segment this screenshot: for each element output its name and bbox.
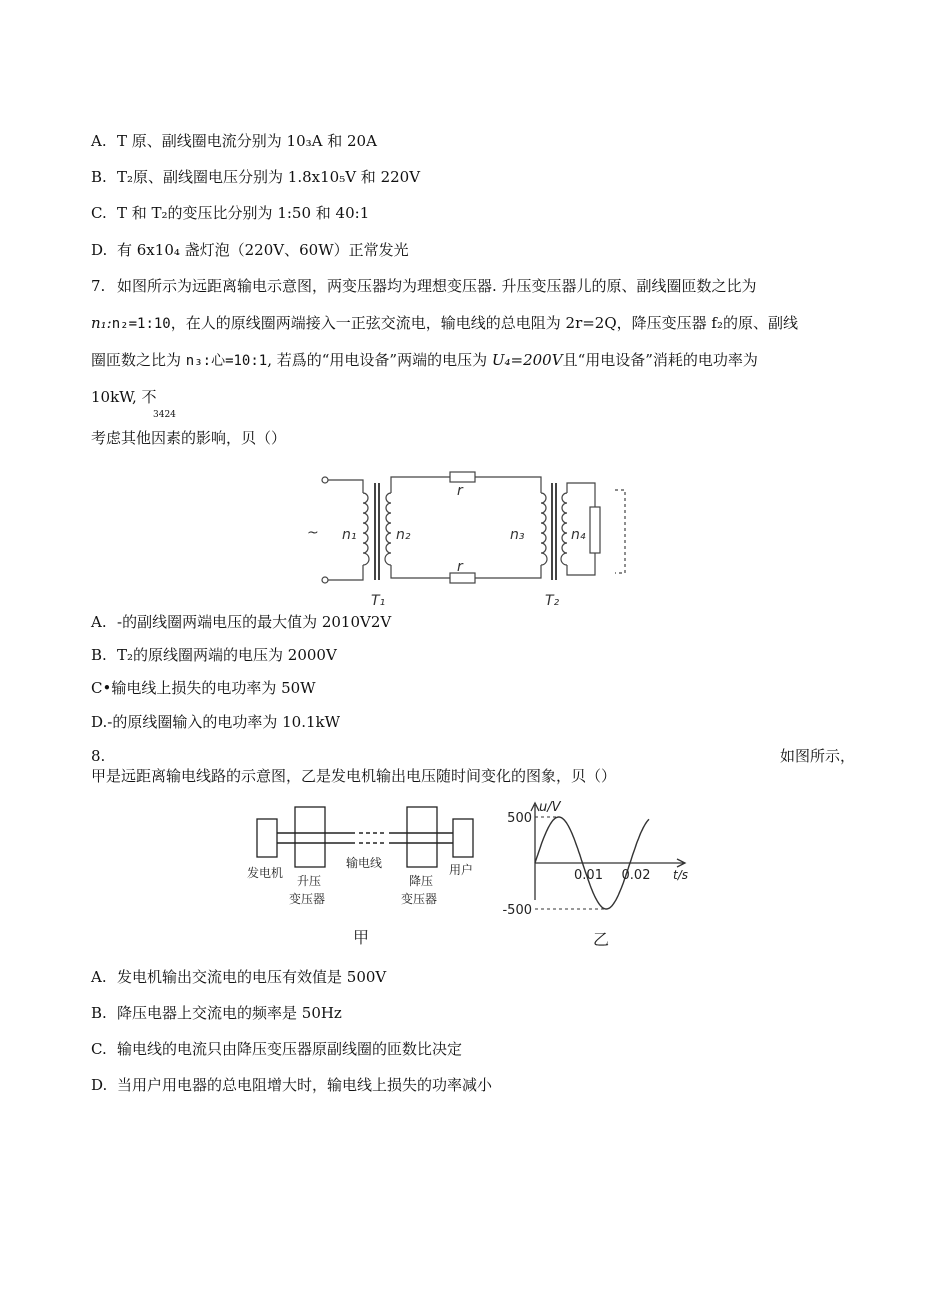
option-text: T₂原、副线圈电压分别为 1.8x10₅V 和 220V xyxy=(117,168,421,186)
load-resistor xyxy=(590,507,600,553)
q7-option-a xyxy=(91,612,391,632)
q7-text: 如图所示为远距离输电示意图，两变压器均为理想变压器. 升压变压器儿的原、副线圈匝数之比为 xyxy=(117,277,757,295)
q6-option-d xyxy=(91,240,409,260)
transmission-line-diagram xyxy=(247,805,485,950)
question-number: 7. xyxy=(91,277,106,295)
voltage-time-chart xyxy=(502,795,700,950)
option-text: T 原、副线圈电流分别为 10₃A 和 20A xyxy=(117,132,377,150)
wire xyxy=(567,553,595,575)
option-label: B. xyxy=(91,1004,107,1022)
label-transmission-line: 输电线 xyxy=(346,856,383,870)
q7-text: 10kW, 不 xyxy=(91,388,157,406)
y-tick-label-max: 500 xyxy=(507,811,532,826)
option-label: C• xyxy=(91,679,112,697)
q7-text: , 若爲的“用电设备”两端的电压为 xyxy=(267,351,492,369)
terminal-bottom xyxy=(322,577,328,583)
q7-option-d xyxy=(91,712,340,732)
label-step-down-2: 变压器 xyxy=(401,892,438,906)
option-label: D. xyxy=(91,1076,108,1094)
wire xyxy=(475,477,541,493)
label-n2: n₂ xyxy=(396,527,411,543)
option-text: -的原线圈输入的电功率为 10.1kW xyxy=(107,713,341,731)
y-tick-label-min: -500 xyxy=(502,903,532,918)
q8-option-d xyxy=(91,1075,492,1095)
resistor-top xyxy=(450,472,475,482)
terminal-top xyxy=(322,477,328,483)
label-generator: 发电机 xyxy=(247,866,284,880)
q7-subscript-note: 3424 xyxy=(153,410,176,420)
q7-ratio-n1: n₁: xyxy=(91,314,112,332)
q7-text: 且“用电设备”消耗的电功率为 xyxy=(562,351,758,369)
t1-secondary-coil xyxy=(385,493,391,565)
q7-option-c xyxy=(91,678,316,698)
device-box-dashed xyxy=(615,490,625,573)
q8-option-c xyxy=(91,1039,462,1059)
step-down-transformer-box xyxy=(407,807,437,867)
label-t2: T₂ xyxy=(545,593,560,609)
option-text: 发电机输出交流电的电压有效值是 500V xyxy=(117,968,387,986)
wire xyxy=(328,480,363,493)
option-label: B. xyxy=(91,646,107,664)
label-step-down-1: 降压 xyxy=(409,874,434,888)
y-axis-label: u/V xyxy=(539,800,561,815)
wire xyxy=(391,565,450,578)
option-label: A. xyxy=(91,132,107,150)
figure-caption-jia: 甲 xyxy=(353,928,370,947)
label-t1: T₁ xyxy=(371,593,386,609)
option-label: D. xyxy=(91,713,108,731)
wire xyxy=(567,483,595,507)
label-step-up-2: 变压器 xyxy=(289,892,326,906)
option-text: 降压电器上交流电的频率是 50Hz xyxy=(117,1004,342,1022)
user-box xyxy=(453,819,473,857)
option-text: 有 6x10₄ 盏灯泡（220V、60W）正常发光 xyxy=(117,241,409,259)
q6-option-a xyxy=(91,131,377,151)
q8-option-a xyxy=(91,967,386,987)
t2-secondary-coil xyxy=(561,493,567,565)
wire xyxy=(475,565,541,578)
q8-stem-line2: 甲是远距离输电线路的示意图，乙是发电机输出电压随时间变化的图象，贝（） xyxy=(91,767,617,785)
option-text: 输电线的电流只由降压变压器原副线圈的匝数比决定 xyxy=(117,1040,463,1058)
q6-option-b xyxy=(91,167,420,187)
q7-voltage: U₄=200V xyxy=(491,351,563,369)
figure-caption-yi: 乙 xyxy=(593,930,610,949)
q7-text: ，在人的原线圈两端接入一正弦交流电，输电线的总电阻为 2r=2Q，降压变压器 f₂的原、副线 xyxy=(170,314,798,332)
q7-ratio-n3: n₃:心=10:1 xyxy=(185,353,268,369)
label-r-bottom: r xyxy=(457,559,463,575)
q7-text: 考虑其他因素的影响，贝（） xyxy=(91,429,287,447)
t2-primary-coil xyxy=(541,493,547,565)
q7-ratio-n2: n₂=1:10 xyxy=(111,316,171,332)
ac-source-symbol: ~ xyxy=(307,525,319,541)
q7-stem-line3 xyxy=(91,350,758,371)
label-r-top: r xyxy=(457,483,463,499)
label-n1: n₁ xyxy=(342,527,357,543)
option-label: A. xyxy=(91,968,107,986)
option-label: A. xyxy=(91,613,107,631)
q7-stem-line5 xyxy=(91,428,286,448)
option-text: T 和 T₂的变压比分别为 1:50 和 40:1 xyxy=(117,204,370,222)
option-label: B. xyxy=(91,168,107,186)
step-up-transformer-box xyxy=(295,807,325,867)
q6-option-c xyxy=(91,203,369,223)
label-step-up-1: 升压 xyxy=(297,874,322,888)
wire xyxy=(328,565,363,580)
q7-option-b xyxy=(91,645,337,665)
option-text: 当用户用电器的总电阻增大时，输电线上损失的功率减小 xyxy=(117,1076,493,1094)
t1-primary-coil xyxy=(363,493,369,565)
label-n4: n₄ xyxy=(571,527,586,543)
q7-stem-line2 xyxy=(91,313,798,334)
option-text: -的副线圈两端电压的最大值为 2010V2V xyxy=(117,613,392,631)
q7-text: 圈匝数之比为 xyxy=(91,351,186,369)
label-n3: n₃ xyxy=(510,527,525,543)
option-text: 输电线上损失的电功率为 50W xyxy=(111,679,316,697)
q8-option-b xyxy=(91,1003,342,1023)
generator-box xyxy=(257,819,277,857)
option-label: D. xyxy=(91,241,108,259)
option-label: C. xyxy=(91,1040,107,1058)
label-user: 用户 xyxy=(449,863,474,877)
option-label: C. xyxy=(91,204,107,222)
q8-stem-right: 如图所示， xyxy=(779,747,855,765)
x-axis-label: t/s xyxy=(673,868,688,882)
wire xyxy=(391,477,450,493)
x-tick-label-2: 0.02 xyxy=(621,868,651,883)
q8-number: 8. xyxy=(91,747,106,765)
q7-stem-line4 xyxy=(91,387,157,407)
q7-stem-line1 xyxy=(91,276,757,296)
option-text: T₂的原线圈两端的电压为 2000V xyxy=(117,646,337,664)
x-tick-label-1: 0.01 xyxy=(574,868,603,883)
transformer-circuit-diagram xyxy=(305,465,645,613)
